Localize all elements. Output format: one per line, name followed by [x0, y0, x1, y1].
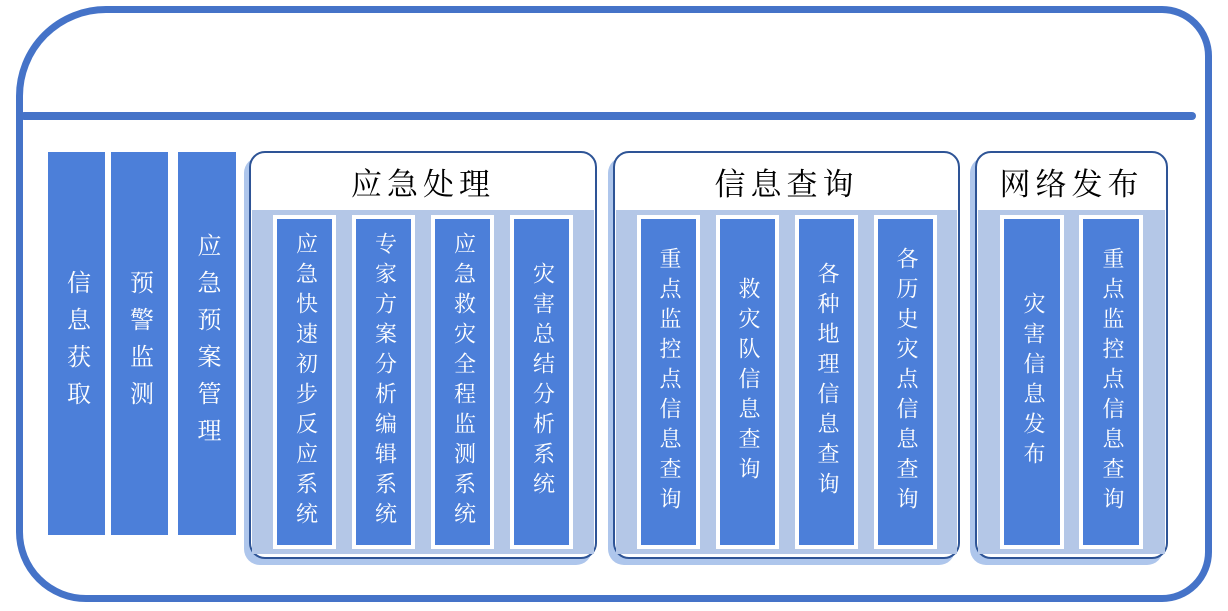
group-title: 应急处理 [351, 166, 495, 203]
system-bar-key-monitoring-point-query [637, 215, 700, 549]
system-bar-relief-monitoring [431, 215, 494, 549]
system-bar-disaster-info-publishing [1000, 215, 1064, 549]
pillar-label: 预警监测 [125, 269, 154, 418]
pillar-information-acquisition [48, 152, 105, 535]
system-bar-label: 重点监控点信息查询 [656, 247, 681, 517]
pillar-label: 应急预案管理 [193, 232, 221, 455]
system-bar-geographic-info-query [795, 215, 858, 549]
system-bar-key-monitoring-point-query [1079, 215, 1143, 549]
system-bar-label: 应急救灾全程监测系统 [450, 232, 476, 532]
group-title: 网络发布 [999, 166, 1144, 203]
group-panel [616, 210, 957, 554]
pillar-early-warning-monitoring [111, 152, 168, 535]
system-bar-rapid-response [273, 215, 336, 549]
system-bar-label: 各种地理信息查询 [814, 262, 839, 502]
group-network-publishing [975, 151, 1168, 559]
system-bar-rescue-team-query [716, 215, 779, 549]
system-bar-label: 专家方案分析编辑系统 [371, 232, 397, 532]
group-panel [978, 210, 1165, 554]
group-title: 信息查询 [714, 166, 859, 203]
header-divider-line [20, 112, 1196, 120]
group-information-query [613, 151, 960, 559]
system-bar-label: 灾害信息发布 [1020, 292, 1045, 472]
system-bar-expert-plan-editing [352, 215, 415, 549]
pillar-emergency-plan-management [178, 152, 236, 535]
pillar-label: 信息获取 [62, 269, 91, 418]
system-bar-label: 各历史灾点信息查询 [893, 247, 918, 517]
system-bar-label: 应急快速初步反应系统 [292, 232, 318, 532]
system-bar-label: 救灾队信息查询 [735, 277, 760, 487]
system-bar-historical-disaster-query [874, 215, 937, 549]
system-bar-disaster-summary-analysis [510, 215, 573, 549]
group-emergency-processing [249, 151, 597, 559]
group-panel [252, 210, 594, 554]
system-bar-label: 重点监控点信息查询 [1099, 247, 1124, 517]
system-bar-label: 灾害总结分析系统 [529, 262, 555, 502]
